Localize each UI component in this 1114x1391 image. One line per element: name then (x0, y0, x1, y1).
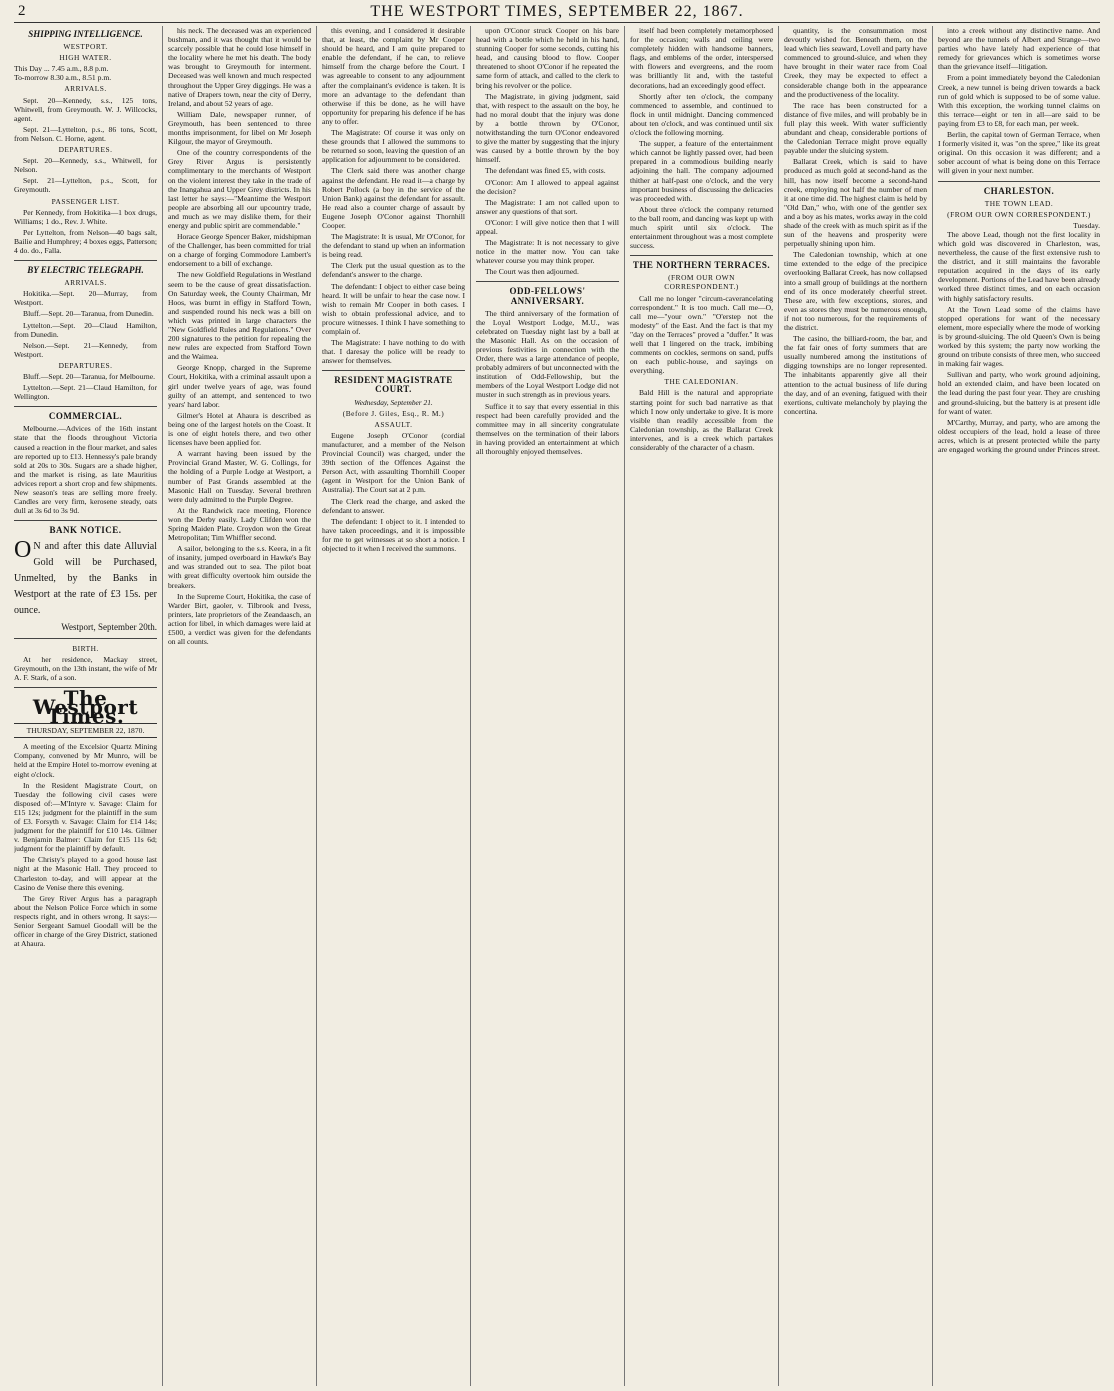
news-paragraph: George Knopp, charged in the Supreme Court, Hokitika, with a criminal assault upon a girl under twelve years of age, was found guilty of an attempt, and sentenced to two years' hard labor. (168, 363, 311, 409)
news-paragraph: Call me no longer "circum-caverancelating correspondent." It is too much. Call me—O, call me—"your own." "O'erstep not the modesty" of the East. And the fact is that my "day on the Terraces" proved a "duffer." It was well that I lingered on the track, imbibing comments on cockles, sermons on sand, puffs on each public-house, and sayings on everything. (630, 293, 773, 376)
commercial-body: Melbourne.—Advices of the 16th instant state that the floods throughout Victoria caused a reaction in the flour market, and sales are reported up to £13. Hennessy's pale brandy sold at 20s to 30s. Sugars are a shade higher, and the market is rising, as late Mauritius advices report a short crop and few shipments. New season's teas are selling more freely. Candles are very firm, kerosene steady, oats dull at 3s 6d to 3s 9d. (14, 424, 157, 516)
telegraph-entry: Bluff.—Sept. 20—Taranua, for Melbourne. (23, 372, 155, 381)
passenger-entry: Per Kennedy, from Hokitika—1 box drugs, Williams; 1 do., Rev. J. White. (14, 207, 157, 226)
divider (14, 406, 157, 407)
telegraph-entry: Lyttelton.—Sept. 20—Claud Hamilton, from Dunedin. (14, 320, 157, 339)
news-paragraph: into a creek without any distinctive name. And beyond are the tunnels of Albert and Strange—two parties who have lately had experience of that remedy for grievances which is sometimes worse than the grievance itself—litigation. (938, 26, 1100, 72)
news-paragraph: In the Resident Magistrate Court, on Tuesday the following civil cases were disposed of:—M'Intyre v. Savage: Claim for £15 12s; judgment for the plaintiff in the sum of £3. Forsyth v. Savage: Claim for £14 14s; judgment for the plaintiff for £10 14s. Gilmer v. Benjamin Balmer: Claim for £15 11s 6d; judgment for the plaintiff by default. (14, 780, 157, 854)
news-paragraph: Ballarat Creek, which is said to have produced as much gold at second-hand as the hill, has now itself become a second-hand creek, employing not half the number of men it at one time did. The highest claim is held by "Old Dan," who, with one of the gentler sex and a boy as his mates, works away in the cold shade of the creek with as much spirit as if the sun of the heavens and prosperity were perpetually shining upon him. (784, 157, 927, 249)
court-paragraph: The Magistrate: I have nothing to do with that. I daresay the police will be ready to answer for themselves. (322, 338, 465, 366)
news-paragraph: Berlin, the capital town of German Terrace, when I formerly visited it, was "on the spree," like its great original. On this occasion it was different; and a sober account of what is being done on this Terrace will given in your next number. (938, 130, 1100, 176)
court-paragraph: The Magistrate: It is usual, Mr O'Conor, for the defendant to stand up when an information is being read. (322, 232, 465, 260)
news-paragraph: One of the country correspondents of the Grey River Argus is persistently complimentary to the merchants of Westport on the violent interest they take in the trade of the Inangahua and Upper Grey districts. In his last letter he says:—"Meantime the Westport people are absorbing all our upcountry trade, and much as we may dislike them, for their energy and public spirit are commendable." (168, 148, 311, 230)
court-paragraph: O'Conor: Am I allowed to appeal against the decision? (476, 177, 619, 196)
news-paragraph: itself had been completely metamorphosed for the occasion; walls and ceiling were completely hidden with handsome banners, flags, and emblems of the order, interspersed with flowers and evergreens, and the room was brilliantly lit and, with the tasteful decorations, had an exceedingly good effect. (630, 26, 773, 90)
court-paragraph: The Clerk put the usual question as to the defendant's answer to the charge. (322, 261, 465, 280)
correspondent-note: (FROM OUR OWN CORRESPONDENT.) (947, 209, 1091, 219)
masthead: THE WESTPORT TIMES, SEPTEMBER 22, 1867. (370, 3, 744, 20)
news-paragraph: The third anniversary of the formation of the Loyal Westport Lodge, M.U., was celebrated on Tuesday night last by a ball at the Masonic Hall. As on the occasion of previous festivities in connection with the Order, there was a large attendance of people, probably admirers of but unconnected with the institution of Odd-Fellowship, but the members of the Loyal Westport Lodge did not muster in such strength as in previous years. (476, 308, 619, 400)
telegraph-arrivals-heading: ARRIVALS. (64, 278, 107, 288)
news-paragraph: William Dale, newspaper runner, of Greymouth, has been sentenced to three months imprisonment, for libel on Mr Joseph Kilgour, the mayor of Greymouth. (168, 109, 311, 147)
high-water-today: This Day ... 7.45 a.m., 8.8 p.m. (14, 64, 109, 74)
northern-terraces-heading: THE NORTHERN TERRACES. (632, 260, 771, 271)
news-paragraph: A warrant having been issued by the Provincial Grand Master, W. G. Collings, for the holding of a Purple Lodge at Westport, a number of Past Grands assembled at the Masonic Hall on Tuesday. Several brethren were duly admitted to the Purple Degree. (168, 449, 311, 504)
divider (938, 181, 1100, 182)
dispatch-day: Tuesday. (1073, 220, 1100, 230)
news-paragraph: At the Town Lead some of the claims have stopped operations for want of the necessary element, more especially where the mode of working is by ground-sluicing. The old Queen's Own is being worked by this system; the party now working the ground on tribute consists of three men, who succeed in making fair wages. (938, 304, 1100, 369)
news-paragraph: The Grey River Argus has a paragraph about the Nelson Police Force which in some respects right, and in others wrong. It says:—Senior Sergeant Samuel Goodall will be the officer in charge of the Grey District, stationed at Ahaura. (14, 893, 157, 949)
shipping-heading: SHIPPING INTELLIGENCE. (28, 29, 143, 39)
news-paragraph: Shortly after ten o'clock, the company commenced to assemble, and continued to flock in until midnight. Dancing commenced about ten o'clock, and was continued until six o'clock the following morning. (630, 91, 773, 138)
court-paragraph: The defendant: I object to it. I intended to have taken proceedings, and it is impossible for me to get witnesses at so short a notice. I objected to it when I received the summons. (322, 516, 465, 553)
page-header (14, 2, 1100, 23)
telegraph-entry: Bluff.—Sept. 20—Taranua, from Dunedin. (23, 309, 154, 319)
bank-notice-heading: BANK NOTICE. (49, 525, 122, 536)
court-paragraph: The defendant was fined £5, with costs. (485, 166, 606, 176)
birth-heading: BIRTH. (72, 643, 99, 653)
news-paragraph: Horace George Spencer Baker, midshipman of the Challenger, has been committed for trial on a charge of forging Commodore Lambert's endorsement to a bill of exchange. (168, 232, 311, 269)
news-paragraph: Sullivan and party, who work ground adjoining, hold an extended claim, and have been located on the lead during the past four year. They are crushing and ground-sluicing, but the battery is at present idle for want of water. (938, 370, 1100, 416)
arrivals-heading: ARRIVALS. (64, 84, 107, 94)
court-paragraph: The Magistrate: Of course it was only on these grounds that I allowed the summons to be returned so soon, leaving the question of an application for adjournment to be considered. (322, 128, 465, 165)
high-water-tomorrow: To-morrow 8.30 a.m., 8.51 p.m. (14, 73, 112, 83)
column-rule (932, 26, 933, 1386)
newspaper-nameplate: The Westport Times. (32, 685, 139, 729)
caledonian-heading: THE CALEDONIAN. (664, 377, 739, 387)
bank-notice-text: N and after this date Alluvial Gold will be Purchased, Unmelted, by the Banks in Westport at the rate of £3 15s. per ounce. (14, 541, 157, 617)
birth-notice: At her residence, Mackay street, Greymouth, on the 13th instant, the wife of Mr A. F. Stark, of a son. (14, 654, 157, 682)
column-rule (316, 26, 317, 1386)
divider (14, 638, 157, 639)
column-1 (14, 26, 157, 1386)
court-paragraph: Eugene Joseph O'Conor (cordial manufacturer, and a member of the Nelson Provincial Council) was charged, under the 39th section of the Offences Against the Person Act, with assaulting Thornhill Cooper (agent in Westport for the Union Bank of Australia). The Court sat at 2 p.m. (322, 430, 465, 495)
court-paragraph: The Clerk said there was another charge against the defendant. He read it—a charge by Robert Pollock (a boy in the service of the Union Bank) against the defendant for assault. He read also a counter charge of assault by Eugene Joseph O'Conor against Thornhill Cooper. (322, 166, 465, 230)
news-paragraph: The above Lead, though not the first locality in which gold was discovered in Charleston, was, nevertheless, the cause of the first extensive rush to the district, and it still maintains the favorable reputation acquired in the days of its early development. Portions of the Lead have been already worked three distinct times, and on each occasion with highly satisfactory results. (938, 229, 1100, 303)
column-2 (168, 26, 311, 1386)
divider (322, 370, 465, 371)
telegraph-entry: Nelson.—Sept. 21—Kennedy, from Westport. (14, 340, 157, 359)
court-paragraph: The Magistrate, in giving judgment, said that, with respect to the assault on the boy, he had no moral doubt that the injury was done by a bottle thrown by O'Conor, notwithstanding the turn O'Conor endeavored to give the matter by suggesting that the injury was caused by a bottle thrown by the boy himself. (476, 91, 619, 165)
town-lead-heading: THE TOWN LEAD. (984, 198, 1054, 208)
news-paragraph: his neck. The deceased was an experienced bushman, and it was thought that it would be scarcely possible that he could lose himself in the locality where he met his death. The body was brought to Greymouth for interment. Deceased was well known and much respected throughout the Upper Grey diggings. He was a native of Drapers town, near the city of Derry, Ireland, and about 52 years of age. (168, 26, 311, 108)
column-4 (476, 26, 619, 1386)
telegraph-departures-heading: DEPARTURES. (58, 360, 113, 370)
edition-dateline: THURSDAY, SEPTEMBER 22, 1870. (14, 723, 157, 738)
divider (14, 260, 157, 261)
news-paragraph: The casino, the billiard-room, the bar, and the fat fair ones of forty summers that are usually numbered among the institutions of digging townships are no longer represented. The inhabitants apparently give all their attention to the actual business of life during the day, and of an evening, fatigued with their exertions, cultivate melancholy by playing the concertina. (784, 334, 927, 416)
column-rule (778, 26, 779, 1386)
news-paragraph: The Christy's played to a good house last night at the Masonic Hall. They proceed to Charleston to-day, and will appear at the Casino de Venise there this evening. (14, 855, 157, 892)
court-paragraph: The defendant: I object to either case being heard. It will be unfair to hear the case now. I wish to remain Mr Cooper in both cases. I wish to obtain professional advice, and to procure witnesses. I think I have something to complain of. (322, 281, 465, 336)
news-paragraph: In the Supreme Court, Hokitika, the case of Warder Birt, gaoler, v. Tilbrook and Ivess, printers, late proprietors of the Zeandaasch, an action for libel, in which damages were laid at £500, a verdict was given for the defendants on all counts. (168, 591, 311, 647)
court-paragraph: The Magistrate: I am not called upon to answer any questions of that sort. (476, 197, 619, 216)
assault-heading: ASSAULT. (374, 419, 413, 429)
bank-notice-date: Westport, September 20th. (61, 622, 157, 633)
news-paragraph: Suffice it to say that every essential in this respect had been carefully provided and the committee may in all sincerity congratulate themselves on the termination of their labors in having provided an entertainment at which all thoroughly enjoyed themselves. (476, 401, 619, 457)
passenger-entry: Per Lyttelton, from Nelson—40 bags salt, Bailie and Humphrey; 4 boxes eggs, Patterson; 4 do. do., Falla. (14, 227, 157, 255)
oddfellows-heading: ODD-FELLOWS' ANNIVERSARY. (509, 286, 586, 306)
column-rule (470, 26, 471, 1386)
correspondent-note: (FROM OUR OWN CORRESPONDENT.) (664, 273, 739, 292)
commercial-heading: COMMERCIAL. (48, 411, 123, 422)
column-6 (784, 26, 927, 1386)
news-paragraph: A meeting of the Excelsior Quartz Mining Company, convened by Mr Munro, will be held at the Empire Hotel to-morrow evening at eight o'clock. (14, 742, 157, 779)
telegraph-entry: Lyttelton.—Sept. 21—Claud Hamilton, for Wellington. (14, 383, 157, 402)
telegraph-heading: BY ELECTRIC TELEGRAPH. (27, 265, 144, 276)
column-3 (322, 26, 465, 1386)
divider (630, 255, 773, 256)
column-5 (630, 26, 773, 1386)
news-paragraph: Bald Hill is the natural and appropriate starting point for such bad narrative as that which I now only undertake to give. It is more visible than readily accessible from the Caledonian township, as the Ballarat Creek intervenes, and is a creek which partakes considerably of the character of a chasm. (630, 388, 773, 453)
news-paragraph: The Caledonian township, which at one time extended to the edge of the precipice overlooking Ballarat Creek, has now collapsed into a small group of buildings at the northern end of its once moderately cheerful street. These are, with few exceptions, stores, and even as stores they must be numerous enough, if not too numerous, for the requirements of the district. (784, 250, 927, 332)
news-paragraph: The race has been constructed for a distance of five miles, and will probably be in full play this week. With water sufficiently abundant and cheap, considerable portions of the Caledonian Terrace might prove equally payable under the sluicing system. (784, 100, 927, 156)
page-number: 2 (18, 3, 26, 19)
divider (476, 281, 619, 282)
news-paragraph: At the Randwick race meeting, Florence won the Derby easily. Lady Clifden won the Spring Maiden Plate. Croydon won the Great Metropolitan; Tim Whiffler second. (168, 505, 311, 543)
court-paragraph: upon O'Conor struck Cooper on his bare head with a bottle which he held in his hand, stunning Cooper for some seconds, cutting his head, and causing blood to flow. Cooper threatened to shoot O'Conor if he repeated the same form of attack, and called to the clerk to bring his revolver or the police. (476, 26, 619, 90)
bank-notice-dropcap: O (14, 537, 32, 564)
column-rule (162, 26, 163, 1386)
news-paragraph: A sailor, belonging to the s.s. Keera, in a fit of insanity, jumped overboard in Hawke's Bay and was stranded out to sea. The pilot boat with great difficulty overtook him outside the breakers. (168, 544, 311, 590)
resident-magistrate-heading: RESIDENT MAGISTRATE COURT. (334, 375, 453, 395)
news-paragraph: The new Goldfield Regulations in Westland seem to be the cause of great dissatisfaction. On Saturday week, the County Chairman, Mr Hoos, was burnt in effigy in Stafford Town, and suspended round his neck was a bill on which was printed in large characters the "New Goldfield Rules and Regulations." Over 200 signatures to the petition for repealing the new rules are expected from Stafford Town and the Waimea. (168, 270, 311, 362)
shipping-place: WESTPORT. (63, 42, 108, 52)
high-water-heading: HIGH WATER. (59, 53, 112, 63)
arrival-entry: Sept. 20—Kennedy, s.s., 125 tons, Whitwell, from Greymouth. W. J. Willcocks, agent. (14, 95, 157, 123)
telegraph-entry: Hokitika.—Sept. 20—Murray, from Westport. (14, 289, 157, 308)
court-date: Wednesday, September 21. (354, 397, 433, 407)
passenger-list-heading: PASSENGER LIST. (51, 196, 120, 206)
court-paragraph: O'Conor: I will give notice then that I will appeal. (476, 217, 619, 236)
charleston-heading: CHARLESTON. (983, 185, 1055, 196)
divider (14, 520, 157, 521)
departures-heading: DEPARTURES. (58, 145, 113, 155)
column-rule (624, 26, 625, 1386)
departure-entry: Sept. 21—Lyttelton, p.s., Scott, for Greymouth. (14, 176, 157, 195)
departure-entry: Sept. 20—Kennedy, s.s., Whitwell, for Nelson. (14, 156, 157, 175)
court-before: (Before J. Giles, Esq., R. M.) (342, 408, 445, 418)
news-paragraph: About three o'clock the company returned to the ball room, and dancing was kept up with much spirit until six o'clock. The entertainment throughout was a most complete success. (630, 204, 773, 251)
court-paragraph: this evening, and I considered it desirable that, at least, the complaint by Mr Cooper should be heard, and I am quite prepared to enable the defendant, if he can, to relieve himself from the charge before the Court. I was agreeable to consent to any adjournment after the complainant's evidence is taken. It is more an advantage to the defendant than otherwise if this be done, as he will have opportunity for preparing his defence if he has any to offer. (322, 26, 465, 126)
news-paragraph: Gilmer's Hotel at Ahaura is described as being one of the largest hotels on the Coast. It is one of eight hotels there, and two other licenses have been applied for. (168, 410, 311, 448)
column-7 (938, 26, 1100, 1386)
arrival-entry: Sept. 21—Lyttelton, p.s., 86 tons, Scott, from Nelson. C. Horne, agent. (14, 124, 157, 143)
court-paragraph: The Court was then adjourned. (485, 267, 579, 277)
court-paragraph: The Clerk read the charge, and asked the defendant to answer. (322, 496, 465, 515)
news-paragraph: From a point immediately beyond the Caledonian Creek, a new tunnel is being driven towards a back run of gold which is supposed to be of some value. With this exception, the working tunnel claims on this terrace—eight or ten in all—are said to be paying from £3 to £8, for each man, per week. (938, 73, 1100, 128)
news-paragraph: The supper, a feature of the entertainment which cannot be lightly passed over, had been prepared in a commodious building nearly adjoining the hall. The company adjourned thither at half-past one o'clock, and the very important business of discussing the delicacies was proceeded with. (630, 139, 773, 203)
news-paragraph: M'Carthy, Murray, and party, who are among the oldest occupiers of the lead, hold a lease of three acres, which is at present protected while the party are engaged working the ground under Princes street. (938, 417, 1100, 455)
news-paragraph: quantity, is the consummation most devoutly wished for. Beneath them, on the lead which lies seaward, Lovell and party have commenced to ground-sluice, and when they have brought in their water race from Coal Creek, they may be expected to effect a considerable change both in the appearance and the productiveness of the locality. (784, 26, 927, 99)
bank-notice-body (14, 539, 157, 619)
court-paragraph: The Magistrate: It is not necessary to give notice in the matter now. You can take whatever course you may think proper. (476, 238, 619, 266)
